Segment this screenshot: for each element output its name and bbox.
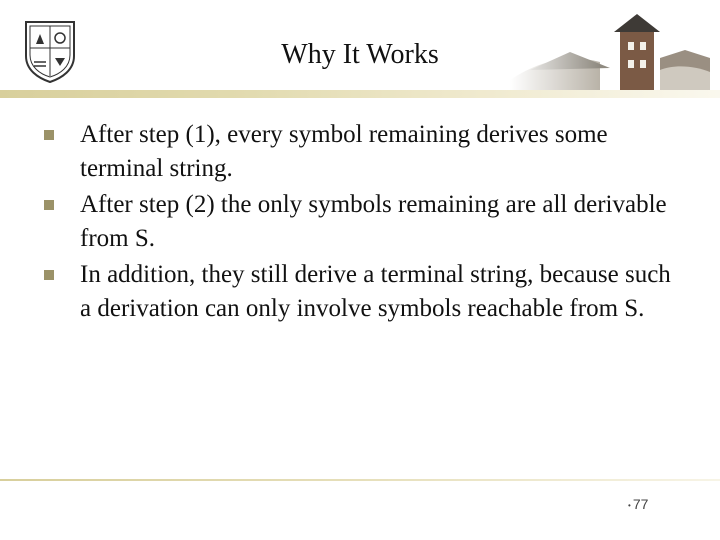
bullet-list bbox=[44, 118, 684, 326]
bullet-item bbox=[44, 258, 684, 326]
bullet-text: After step (1), every symbol remaining derives some terminal string. bbox=[80, 121, 608, 182]
campus-tower-photo bbox=[510, 10, 710, 98]
square-bullet-icon bbox=[44, 200, 54, 210]
bullet-item bbox=[44, 188, 684, 256]
page-number bbox=[628, 496, 648, 512]
page-number-value: 77 bbox=[632, 496, 649, 512]
header-divider bbox=[0, 90, 720, 98]
bullet-text: In addition, they still derive a terminal string, because such a derivation can only involve symbols reachable from S. bbox=[80, 261, 671, 322]
square-bullet-icon bbox=[44, 270, 54, 280]
slide-title: Why It Works bbox=[281, 39, 439, 70]
square-bullet-icon bbox=[44, 130, 54, 140]
university-crest-icon bbox=[22, 18, 78, 84]
page-marker: • bbox=[628, 500, 631, 510]
bullet-item bbox=[44, 118, 684, 186]
bullet-text: After step (2) the only symbols remaining are all derivable from S. bbox=[80, 191, 667, 252]
footer-divider bbox=[0, 479, 720, 481]
